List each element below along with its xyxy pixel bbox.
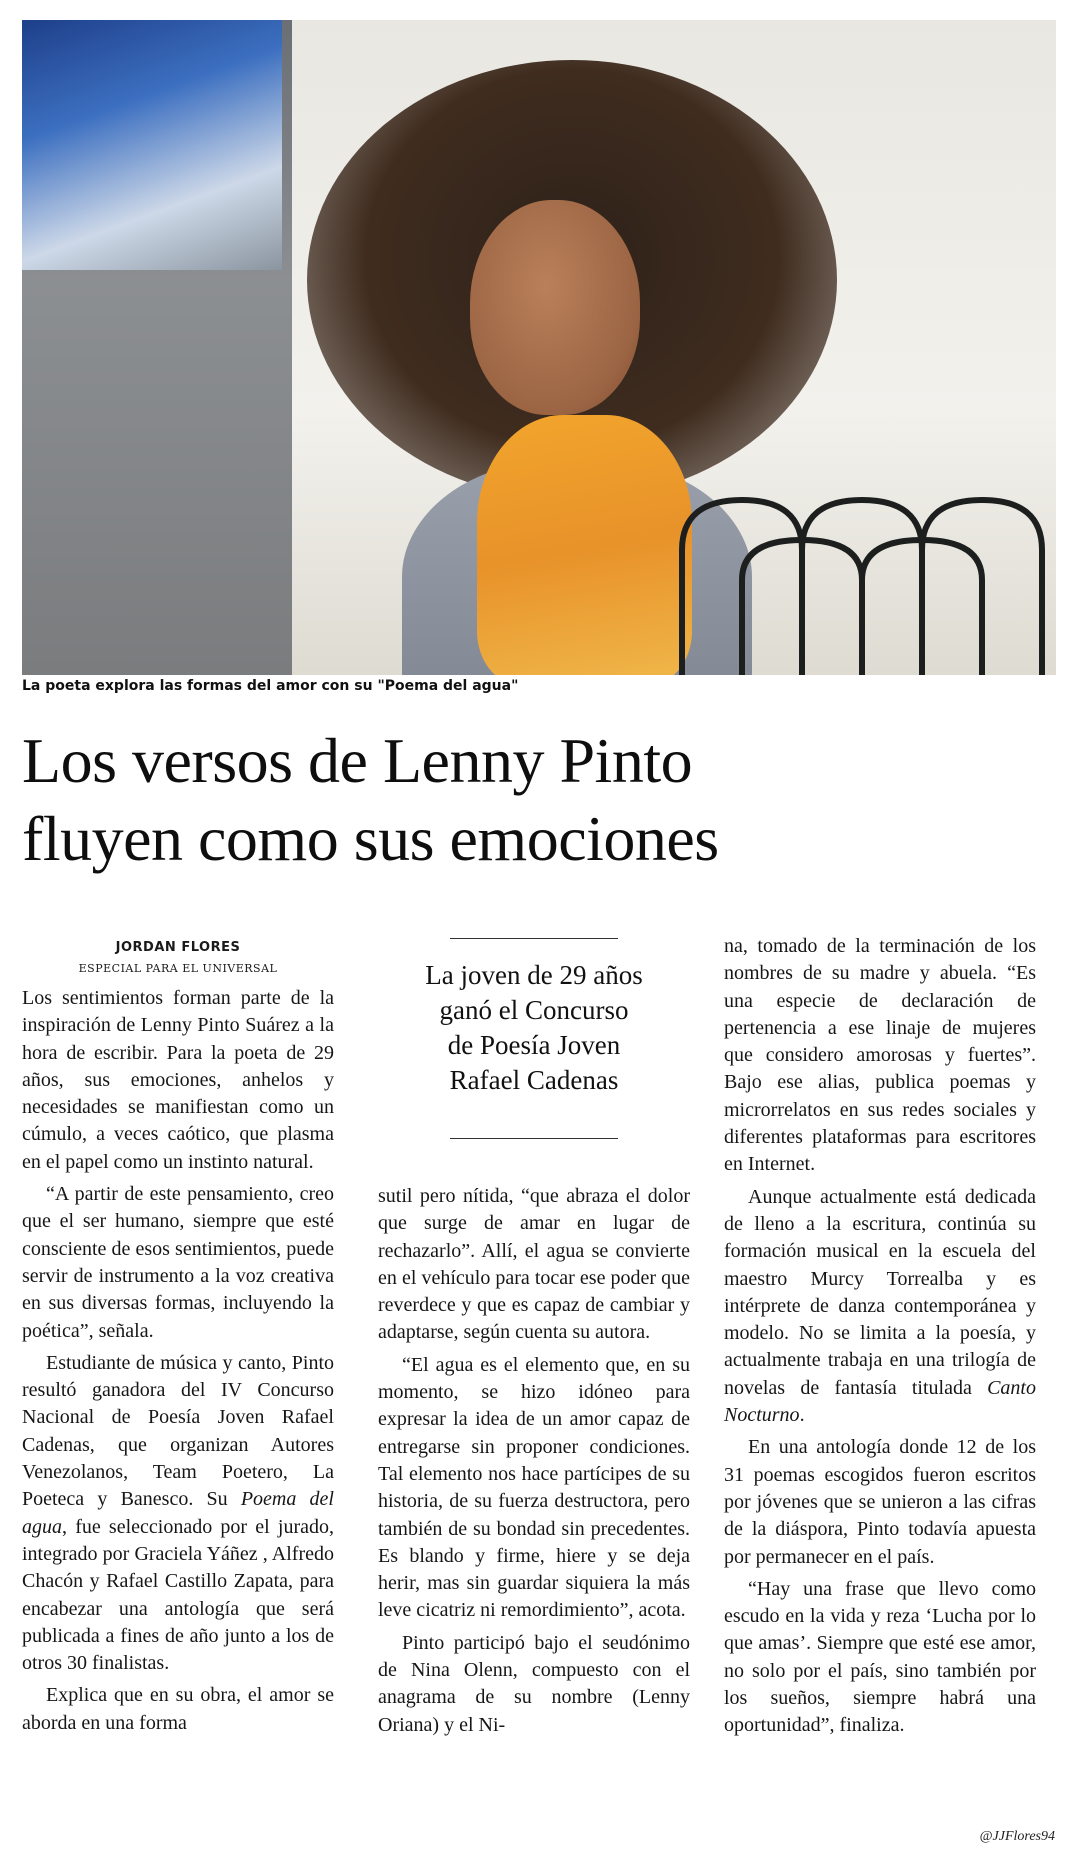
paragraph: “A partir de este pensamiento, creo que el ser humano, siempre que esté consciente de esos sentimientos, puede servir de instrumento a la voz creativa en sus diversas formas, incluyendo la poética”, señala.	[22, 1183, 334, 1342]
pullquote	[378, 958, 690, 1098]
article-column-1	[22, 985, 334, 1742]
pullquote-line: ganó el Concurso	[439, 995, 629, 1025]
paragraph: En una antología donde 12 de los 31 poemas escogidos fueron escritos por jóvenes que se unieron a las cifras de la diáspora, Pinto todavía apuesta por permanecer en el país.	[724, 1436, 1036, 1568]
article-column-2	[378, 1183, 690, 1744]
headline	[22, 722, 1056, 878]
pullquote-rule-bottom	[450, 1138, 618, 1139]
byline-role: ESPECIAL PARA EL UNIVERSAL	[78, 962, 278, 975]
headline-line-1: Los versos de Lenny Pinto	[22, 725, 693, 796]
paragraph: na, tomado de la terminación de los nombres de su madre y abuela. “Es una especie de declaración de pertenencia a ese linaje de mujeres que considero amorosas y fuertes”. Bajo ese alias, publica poemas y microrrelatos en sus redes sociales y diferentes plataformas para escritores en Internet.	[724, 935, 1036, 1176]
photo-credit: @JJFlores94	[979, 1829, 1055, 1844]
paragraph: Pinto participó bajo el seudónimo de Nina Olenn, compuesto con el anagrama de su nombre (Lenny Oriana) y el Ni-	[378, 1631, 690, 1736]
paragraph: Los sentimientos forman parte de la inspiración de Lenny Pinto Suárez a la hora de escribir. Para la poeta de 29 años, sus emociones, anhelos y necesidades se manifiestan como un cúmulo, a veces caótico, que plasma en el papel como un instinto natural.	[22, 987, 334, 1173]
paragraph: Aunque actualmente está dedicada de lleno a la escritura, continúa su formación musical en la escuela del maestro Murcy Torrealba y es intérprete de danza contemporánea y modelo. No se limita a la poesía, y actualmente trabaja en una trilogía de novelas de fantasía titulada Canto Nocturno.	[724, 1185, 1036, 1427]
photo-scarf	[477, 415, 692, 675]
headline-line-2: fluyen como sus emociones	[22, 803, 719, 874]
paragraph: “Hay una frase que llevo como escudo en la vida y reza ‘Lucha por lo que amas’. Siempre que esté ese amor, no solo por el país, sino también por los sueños, siempre habrá una oportunidad”, finaliza.	[724, 1577, 1036, 1737]
byline-author: JORDAN FLORES	[115, 940, 241, 955]
photo-railing	[662, 490, 1056, 675]
paragraph: Explica que en su obra, el amor se aborda en una forma	[22, 1684, 334, 1734]
novel-title: Canto Nocturno	[724, 1376, 1036, 1427]
pullquote-line: La joven de 29 años	[425, 960, 643, 990]
pullquote-rule-top	[450, 938, 618, 939]
pullquote-line: Rafael Cadenas	[449, 1065, 619, 1095]
paragraph: sutil pero nítida, “que abraza el dolor que surge de amar en lugar de rechazarlo”. Allí, el agua se convierte en el vehículo para tocar ese poder que reverdece y que es capaz de cambiar y adaptarse, según cuenta su autora.	[378, 1185, 690, 1344]
photo-face	[470, 200, 640, 415]
pullquote-line: de Poesía Joven	[447, 1030, 621, 1060]
paragraph: “El agua es el elemento que, en su momento, se hizo idóneo para expresar la idea de un amor capaz de entregarse sin proponer condiciones. Tal elemento nos hace partícipes de su historia, de su fuerza destructora, pero también de su bondad sin precedentes. Es blando y firme, hiere y se deja herir, mas sin guardar siquiera la más leve cicatriz ni remordimiento”, acota.	[378, 1353, 690, 1622]
article-column-3	[724, 933, 1036, 1745]
photo-caption: La poeta explora las formas del amor con su "Poema del agua"	[22, 678, 519, 694]
paragraph: Estudiante de música y canto, Pinto resultó ganadora del IV Concurso Nacional de Poesía Joven Rafael Cadenas, que organizan Autores Venezolanos, Team Poetero, La Poeteca y Banesco. Su Poema del agua, fue seleccionado por el jurado, integrado por Graciela Yáñez , Alfredo Chacón y Rafael Castillo Zapata, para encabezar una antología que será publicada a fines de año junto a los de otros 30 finalistas.	[22, 1351, 334, 1675]
poem-title: Poema del agua	[22, 1488, 334, 1538]
article-photo	[22, 20, 1056, 675]
photo-blue-sign	[22, 20, 282, 270]
